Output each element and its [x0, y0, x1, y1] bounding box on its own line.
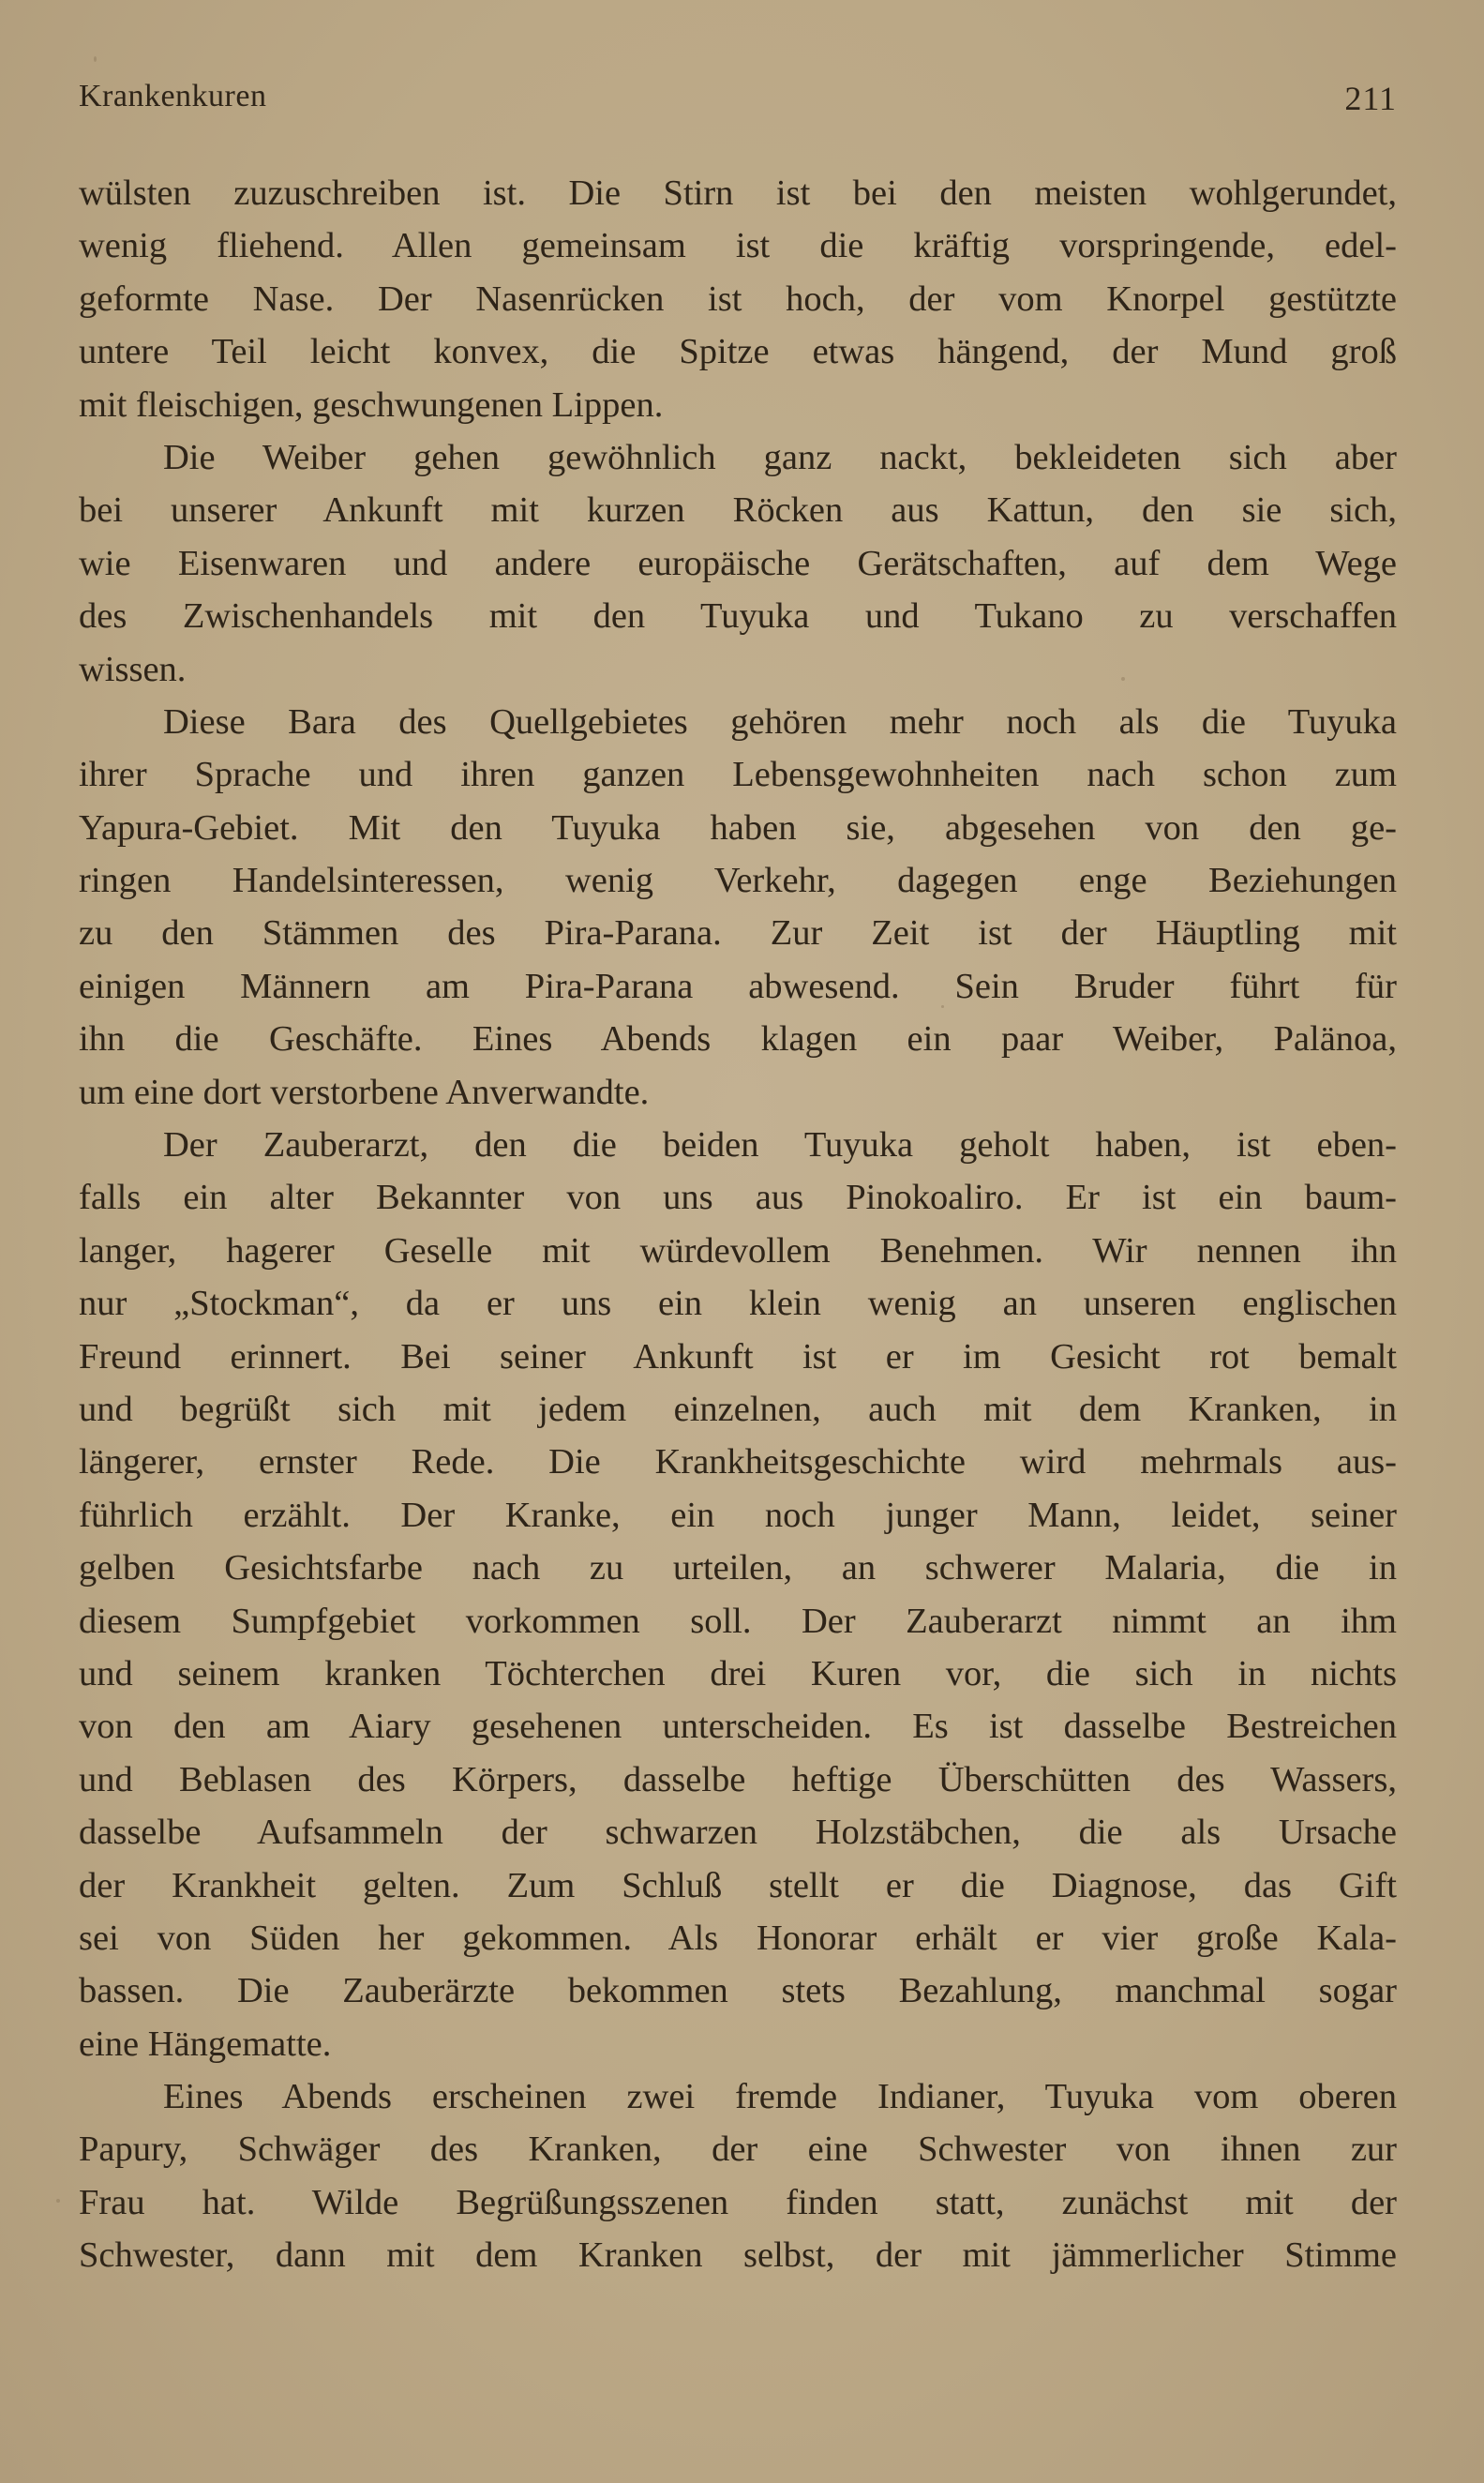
text-line: diesem Sumpfgebiet vorkommen soll. Der Zauberarzt nimmt an ihm	[79, 1601, 1397, 1641]
text-line: einigen Männern am Pira-Parana abwesend. Sein Bruder führt für	[79, 966, 1397, 1006]
text-line: wenig fliehend. Allen gemeinsam ist die kräftig vorspringende, edel-	[79, 226, 1397, 266]
text-line: wie Eisenwaren und andere europäische Gerätschaften, auf dem Wege	[79, 543, 1397, 583]
text-line: und begrüßt sich mit jedem einzelnen, auch mit dem Kranken, in	[79, 1389, 1397, 1429]
text-line: gelben Gesichtsfarbe nach zu urteilen, an schwerer Malaria, die in	[79, 1548, 1397, 1588]
text-line: nur „Stockman“, da er uns ein klein wenig an unseren englischen	[79, 1284, 1397, 1324]
text-line: untere Teil leicht konvex, die Spitze etwas hängend, der Mund groß	[79, 332, 1397, 372]
text-line: Papury, Schwäger des Kranken, der eine Schwester von ihnen zur	[79, 2129, 1397, 2170]
text-line: von den am Aiary gesehenen unterscheiden. Es ist dasselbe Bestreichen	[79, 1707, 1397, 1747]
page-header	[79, 79, 1397, 126]
text-line: des Zwischenhandels mit den Tuyuka und Tukano zu verschaffen	[79, 596, 1397, 637]
text-line: führlich erzählt. Der Kranke, ein noch junger Mann, leidet, seiner	[79, 1495, 1397, 1535]
paper-speck	[941, 1005, 944, 1008]
text-line: Schwester, dann mit dem Kranken selbst, der mit jämmerlicher Stimme	[79, 2235, 1397, 2276]
paper-speck	[94, 56, 97, 62]
text-line: dasselbe Aufsammeln der schwarzen Holzstäbchen, die als Ursache	[79, 1813, 1397, 1853]
text-line: langer, hagerer Geselle mit würdevollem Benehmen. Wir nennen ihn	[79, 1230, 1397, 1271]
paper-speck	[56, 2199, 60, 2203]
paper-speck	[1121, 677, 1125, 681]
text-line: und Beblasen des Körpers, dasselbe heftige Überschütten des Wassers,	[79, 1759, 1397, 1799]
text-line: wülsten zuzuschreiben ist. Die Stirn ist bei den meisten wohlgerundet,	[79, 173, 1397, 213]
text-line: Yapura-Gebiet. Mit den Tuyuka haben sie, abgesehen von den ge-	[79, 807, 1397, 848]
text-line: wissen.	[79, 649, 187, 689]
text-line: falls ein alter Bekannter von uns aus Pinokoaliro. Er ist ein baum-	[79, 1178, 1397, 1218]
text-line: ihrer Sprache und ihren ganzen Lebensgewohnheiten nach schon zum	[79, 755, 1397, 795]
text-line: und seinem kranken Töchterchen drei Kuren vor, die sich in nichts	[79, 1653, 1397, 1693]
text-line: eine Hängematte.	[79, 2024, 332, 2064]
text-line: bei unserer Ankunft mit kurzen Röcken aus Kattun, den sie sich,	[79, 490, 1397, 531]
text-line: Frau hat. Wilde Begrüßungsszenen finden statt, zunächst mit der	[79, 2182, 1397, 2222]
text-line: zu den Stämmen des Pira-Parana. Zur Zeit ist der Häuptling mit	[79, 913, 1397, 954]
text-line: Freund erinnert. Bei seiner Ankunft ist er im Gesicht rot bemalt	[79, 1336, 1397, 1377]
text-line: längerer, ernster Rede. Die Krankheitsgeschichte wird mehrmals aus-	[79, 1442, 1397, 1482]
text-line: Eines Abends erscheinen zwei fremde Indianer, Tuyuka vom oberen	[163, 2077, 1397, 2117]
text-line: bassen. Die Zauberärzte bekommen stets Bezahlung, manchmal sogar	[79, 1971, 1397, 2011]
text-line: sei von Süden her gekommen. Als Honorar erhält er vier große Kala-	[79, 1918, 1397, 1958]
text-line: Die Weiber gehen gewöhnlich ganz nackt, bekleideten sich aber	[163, 437, 1397, 477]
text-line: ringen Handelsinteressen, wenig Verkehr, dagegen enge Beziehungen	[79, 861, 1397, 901]
text-line: der Krankheit gelten. Zum Schluß stellt er die Diagnose, das Gift	[79, 1865, 1397, 1905]
body-text	[79, 167, 1397, 2282]
text-line: mit fleischigen, geschwungenen Lippen.	[79, 384, 664, 425]
text-line: Der Zauberarzt, den die beiden Tuyuka geholt haben, ist eben-	[163, 1125, 1397, 1166]
text-line: ihn die Geschäfte. Eines Abends klagen ein paar Weiber, Palänoa,	[79, 1019, 1397, 1060]
text-line: Diese Bara des Quellgebietes gehören mehr noch als die Tuyuka	[163, 701, 1397, 742]
text-line: geformte Nase. Der Nasenrücken ist hoch, der vom Knorpel gestützte	[79, 278, 1397, 319]
text-line: um eine dort verstorbene Anverwandte.	[79, 1072, 650, 1112]
running-head: Krankenkuren	[79, 79, 267, 113]
page-number: 211	[1344, 80, 1397, 117]
